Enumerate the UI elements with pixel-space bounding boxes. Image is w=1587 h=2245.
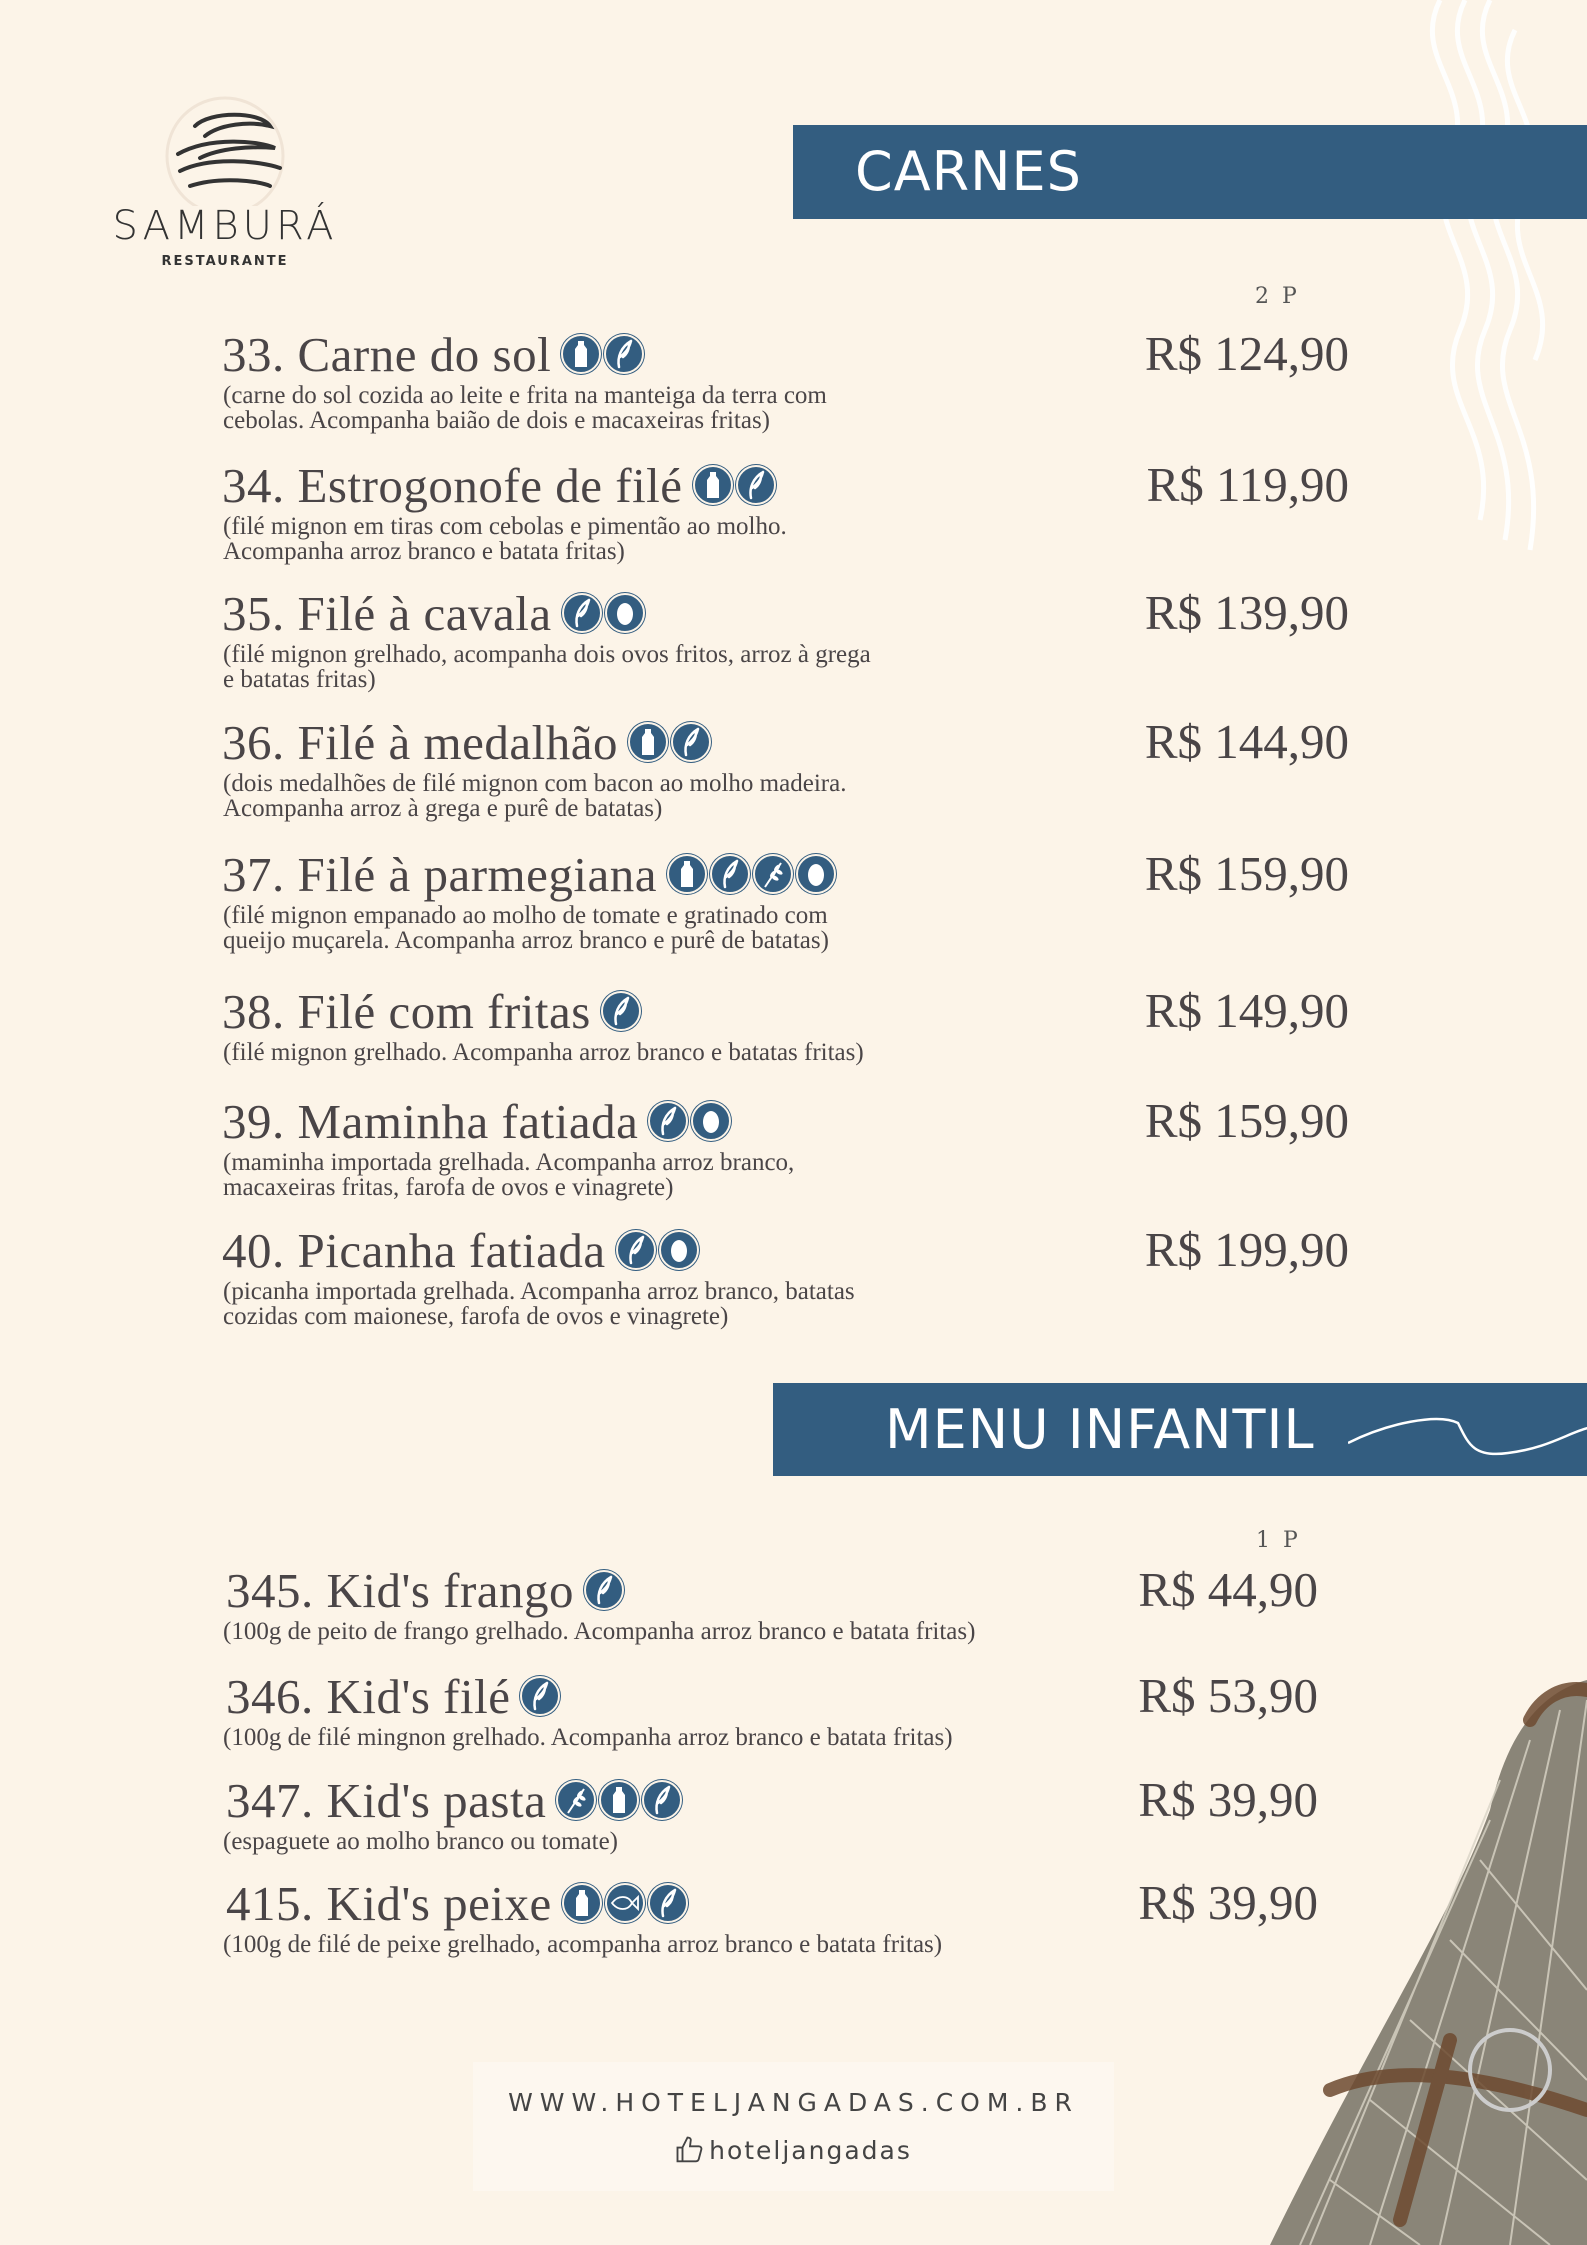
- milk-icon: [561, 334, 601, 374]
- item-price: R$ 199,90: [1144, 1222, 1349, 1277]
- social-handle: hoteljangadas: [709, 2135, 912, 2165]
- milk-icon: [693, 465, 733, 505]
- leaf-icon: [648, 1883, 688, 1923]
- item-description: (dois medalhões de filé mignon com bacon ao molho madeira. Acompanha arroz à grega e purê de batatas): [223, 770, 847, 822]
- item-description: (carne do sol cozida ao leite e frita na manteiga da terra com cebolas. Acompanha baião de dois e macaxeiras fritas): [223, 382, 827, 434]
- egg-icon: [605, 593, 645, 633]
- item-description: (100g de peito de frango grelhado. Acompanha arroz branco e batata fritas): [223, 1618, 976, 1645]
- waves-decoration: [1420, 0, 1587, 560]
- item-description: (espaguete ao molho branco ou tomate): [223, 1828, 618, 1855]
- leaf-icon: [642, 1780, 682, 1820]
- item-name-row: [226, 1772, 682, 1828]
- egg-icon: [691, 1101, 731, 1141]
- wheat-icon: [753, 854, 793, 894]
- item-name: 33. Carne do sol: [222, 326, 552, 382]
- item-name: 346. Kid's filé: [226, 1668, 511, 1724]
- allergen-icons: [616, 1230, 699, 1270]
- item-description: (100g de filé de peixe grelhado, acompanha arroz branco e batata fritas): [223, 1931, 943, 1958]
- item-price: R$ 39,90: [1138, 1772, 1318, 1827]
- item-price: R$ 124,90: [1144, 326, 1349, 381]
- fish-icon: [605, 1883, 645, 1923]
- logo: [100, 86, 350, 276]
- leaf-icon: [601, 991, 641, 1031]
- allergen-icons: [648, 1101, 731, 1141]
- item-name: 38. Filé com fritas: [222, 983, 591, 1039]
- allergen-icons: [601, 991, 641, 1031]
- allergen-icons: [556, 1780, 682, 1820]
- section-header-carnes: [793, 125, 1587, 219]
- item-name-row: [222, 1222, 699, 1278]
- wave-line-icon: [1348, 1403, 1587, 1463]
- item-name-row: [226, 1562, 624, 1618]
- item-name: 415. Kid's peixe: [226, 1875, 552, 1931]
- allergen-icons: [562, 1883, 688, 1923]
- item-name-row: [222, 326, 644, 382]
- allergen-icons: [562, 593, 645, 633]
- fishing-net-image: [1250, 1660, 1587, 2245]
- item-description: (filé mignon grelhado. Acompanha arroz branco e batatas fritas): [223, 1039, 864, 1066]
- milk-icon: [667, 854, 707, 894]
- item-price: R$ 53,90: [1138, 1668, 1318, 1723]
- item-price: R$ 39,90: [1138, 1875, 1318, 1930]
- item-price: R$ 139,90: [1144, 585, 1349, 640]
- item-name-row: [222, 585, 645, 641]
- item-description: (picanha importada grelhada. Acompanha arroz branco, batatas cozidas com maionese, farofa de ovos e vinagrete): [223, 1278, 855, 1330]
- allergen-icons: [667, 854, 836, 894]
- item-name: 39. Maminha fatiada: [222, 1093, 639, 1149]
- footer: [473, 2062, 1114, 2191]
- item-description: (filé mignon em tiras com cebolas e pimentão ao molho. Acompanha arroz branco e batata fritas): [223, 513, 787, 565]
- leaf-icon: [671, 722, 711, 762]
- item-description: (filé mignon empanado ao molho de tomate e gratinado com queijo muçarela. Acompanha arroz branco e purê de batatas): [223, 902, 829, 954]
- leaf-icon: [616, 1230, 656, 1270]
- item-name: 40. Picanha fatiada: [222, 1222, 606, 1278]
- item-price: R$ 119,90: [1146, 457, 1349, 512]
- logo-subtitle: RESTAURANTE: [161, 254, 289, 269]
- logo-name: SAMBURÁ: [112, 203, 338, 249]
- egg-icon: [659, 1230, 699, 1270]
- item-name: 345. Kid's frango: [226, 1562, 575, 1618]
- milk-icon: [562, 1883, 602, 1923]
- thumbs-up-icon: [675, 2135, 705, 2165]
- item-price: R$ 144,90: [1144, 714, 1349, 769]
- leaf-icon: [520, 1676, 560, 1716]
- item-name: 36. Filé à medalhão: [222, 714, 618, 770]
- allergen-icons: [628, 722, 711, 762]
- leaf-icon: [736, 465, 776, 505]
- item-name-row: [222, 714, 711, 770]
- section-header-menu-infantil: [773, 1383, 1587, 1476]
- allergen-icons: [693, 465, 776, 505]
- item-name-row: [226, 1668, 560, 1724]
- item-price: R$ 44,90: [1138, 1562, 1318, 1617]
- portion-label: 1 P: [1256, 1528, 1301, 1553]
- item-name-row: [226, 1875, 688, 1931]
- item-name: 34. Estrogonofe de filé: [222, 457, 683, 513]
- item-description: (maminha importada grelhada. Acompanha arroz branco, macaxeiras fritas, farofa de ovos e vinagrete): [223, 1149, 795, 1201]
- social-link[interactable]: [473, 2135, 1114, 2165]
- item-price: R$ 159,90: [1144, 846, 1349, 901]
- item-price: R$ 149,90: [1144, 983, 1349, 1038]
- logo-wave-icon: [100, 86, 350, 206]
- leaf-icon: [648, 1101, 688, 1141]
- item-name: 35. Filé à cavala: [222, 585, 552, 641]
- egg-icon: [796, 854, 836, 894]
- item-name-row: [222, 457, 776, 513]
- section-title: MENU INFANTIL: [885, 1397, 1315, 1461]
- item-name-row: [222, 846, 836, 902]
- leaf-icon: [562, 593, 602, 633]
- milk-icon: [628, 722, 668, 762]
- portion-label: 2 P: [1255, 284, 1300, 309]
- allergen-icons: [584, 1570, 624, 1610]
- wheat-icon: [556, 1780, 596, 1820]
- item-name: 347. Kid's pasta: [226, 1772, 547, 1828]
- item-description: (filé mignon grelhado, acompanha dois ovos fritos, arroz à grega e batatas fritas): [223, 641, 871, 693]
- leaf-icon: [604, 334, 644, 374]
- item-price: R$ 159,90: [1144, 1093, 1349, 1148]
- item-description: (100g de filé mingnon grelhado. Acompanha arroz branco e batata fritas): [223, 1724, 953, 1751]
- leaf-icon: [584, 1570, 624, 1610]
- item-name-row: [222, 1093, 731, 1149]
- item-name-row: [222, 983, 641, 1039]
- allergen-icons: [561, 334, 644, 374]
- allergen-icons: [520, 1676, 560, 1716]
- milk-icon: [599, 1780, 639, 1820]
- website-link[interactable]: WWW.HOTELJANGADAS.COM.BR: [508, 2088, 1079, 2117]
- item-name: 37. Filé à parmegiana: [222, 846, 658, 902]
- leaf-icon: [710, 854, 750, 894]
- section-title: CARNES: [855, 140, 1082, 203]
